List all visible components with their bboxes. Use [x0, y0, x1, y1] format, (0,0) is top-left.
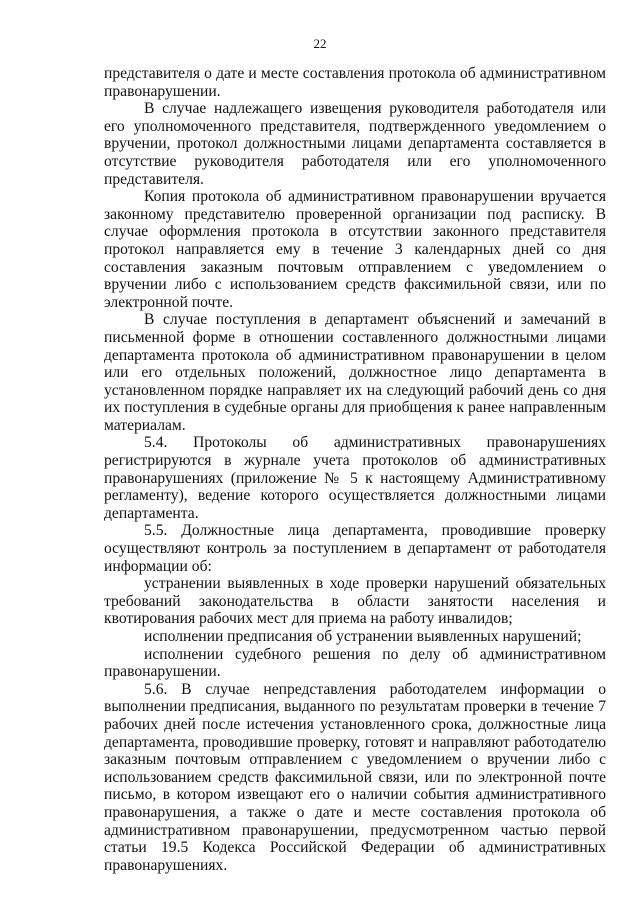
paragraph-5-4: 5.4. Протоколы об административных правонарушениях регистрируются в журнале учета протоколов об административных правонарушениях (приложение № 5 к настоящему Административному регламенту), ведение которого осуществляется должностными лицами департамента.: [104, 434, 606, 522]
paragraph-objections: В случае поступления в департамент объяснений и замечаний в письменной форме в отношении составленного должностными лицами департамента протокола об административном правонарушении в целом или его отдельных положений, должностное лицо департамента в установленном порядке направляет их на следующий рабочий день со дня их поступления в судебные органы для приобщения к ранее направленным материалам.: [104, 311, 606, 434]
paragraph-protocol-copy: Копия протокола об административном правонарушении вручается законному представителю проверенной организации под расписку. В случае оформления протокола в отсутствии законного представителя протокол направляется ему в течение 3 календарных дней со дня составления заказным почтовым отправлением с уведомлением о вручении либо с использованием средств факсимильной связи, или по электронной почте.: [104, 188, 606, 311]
list-item-order: исполнении предписания об устранении выявленных нарушений;: [144, 628, 582, 645]
paragraph-5-6: 5.6. В случае непредставления работодателем информации о выполнении предписания, выданного по результатам проверки в течение 7 рабочих дней после истечения установленного срока, должностные лица департамента, проводившие проверку, готовят и направляют работодателю заказным почтовым отправлением с уведомлением о вручении либо с использованием средств факсимильной связи, или по электронной почте письмо, в котором извещают его о наличии события административного правонарушения, а также о дате и месте составления протокола об административном правонарушении, предусмотренном частью первой статьи 19.5 Кодекса Российской Федерации об административных правонарушениях.: [104, 680, 606, 874]
paragraph-continuation: представителя о дате и месте составления протокола об административном правонарушении.: [104, 65, 606, 100]
list-item-violations: устранении выявленных в ходе проверки нарушений обязательных требований законодательства в области занятости населения и квотирования рабочих мест для приема на работу инвалидов;: [104, 575, 606, 628]
paragraph-5-5: 5.5. Должностные лица департамента, проводившие проверку осуществляют контроль за поступлением в департамент от работодателя информации об:: [104, 522, 606, 575]
document-body: [104, 65, 606, 874]
paragraph-notice-absence: В случае надлежащего извещения руководителя работодателя или его уполномоченного представителя, подтвержденного уведомлением о вручении, протокол должностными лицами департамента составляется в отсутствие руководителя работодателя или его уполномоченного представителя.: [104, 100, 606, 188]
page-number: 22: [313, 36, 327, 51]
list-item-court: исполнении судебного решения по делу об административном правонарушении.: [104, 645, 606, 681]
